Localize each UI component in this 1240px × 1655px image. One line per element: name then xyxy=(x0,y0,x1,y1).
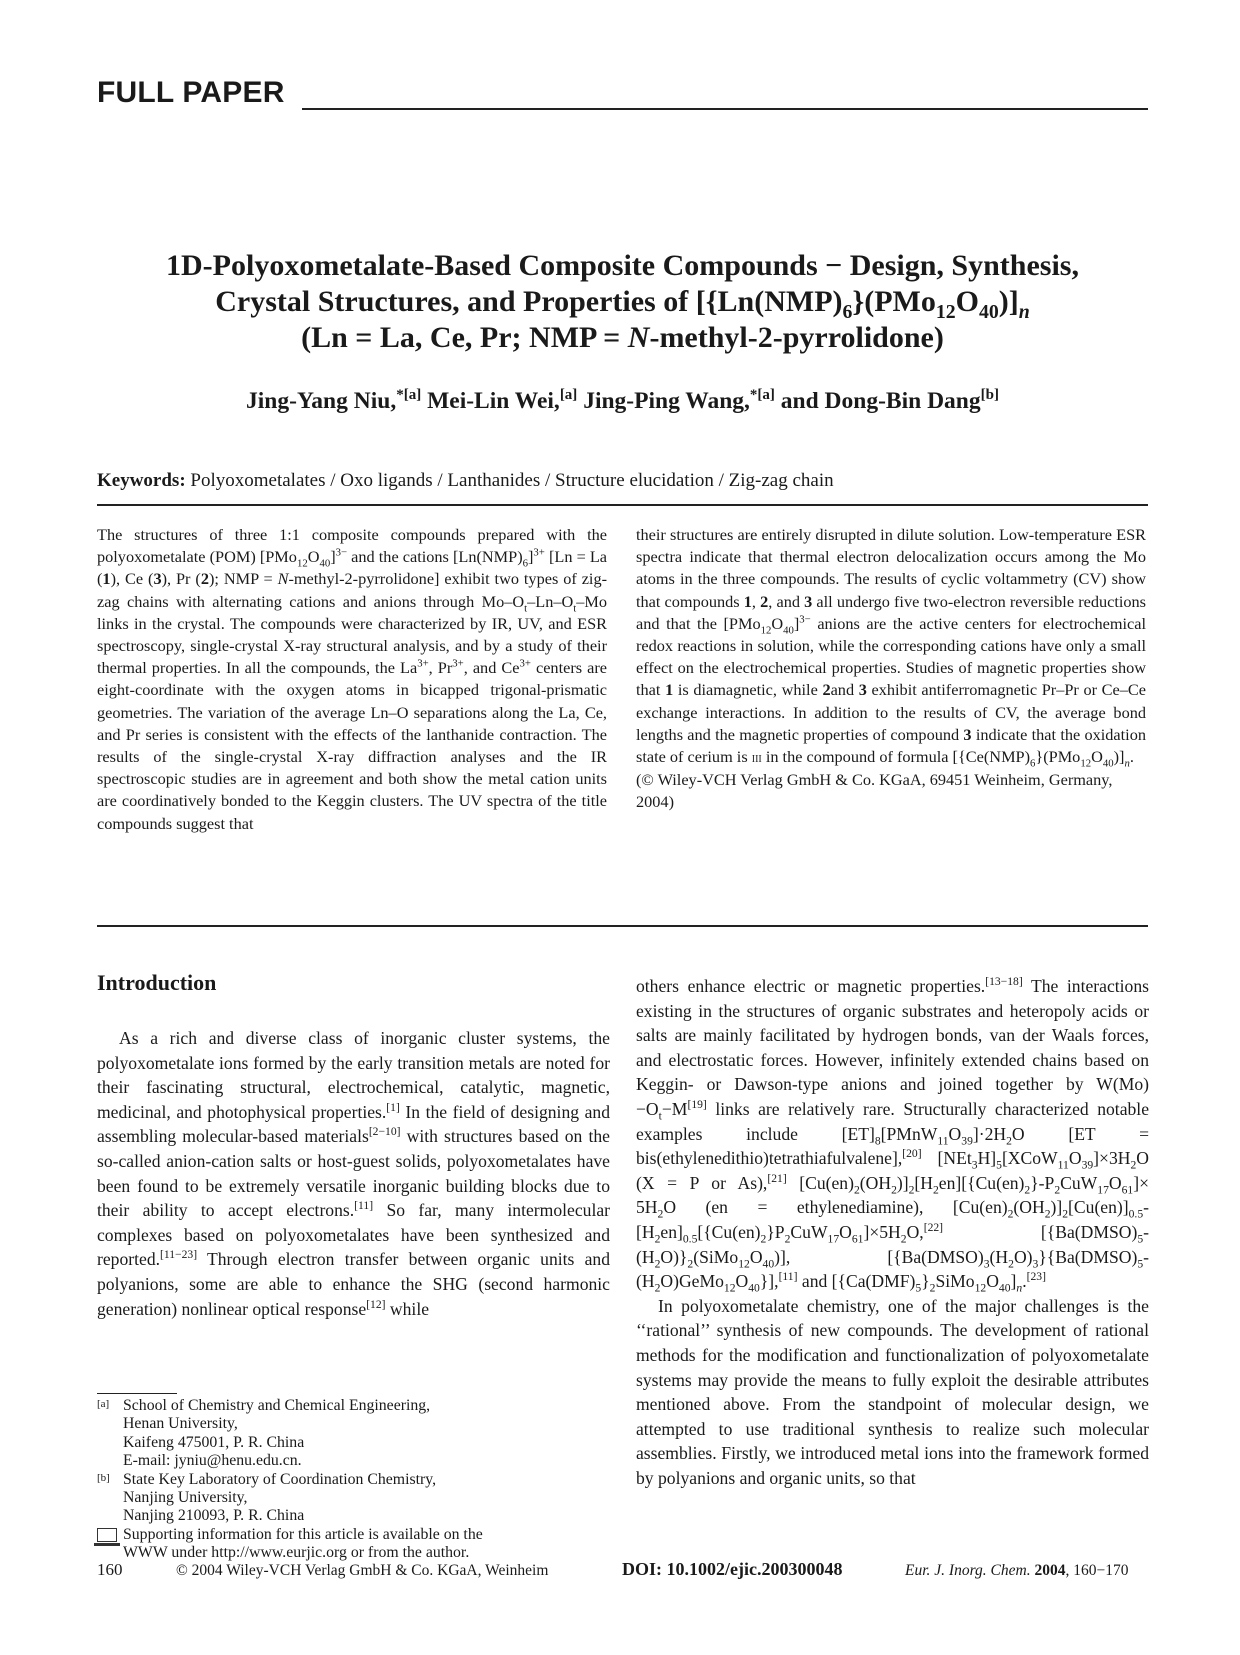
header-rule xyxy=(302,108,1148,110)
title-line-3: (Ln = La, Ce, Pr; NMP = N-methyl-2-pyrrolidone) xyxy=(301,321,944,354)
title-line-2: Crystal Structures, and Properties of $[\{Ln(NMP)_6\}(PMo_{12}O_{40})]_n$ xyxy=(215,285,1030,323)
author-list xyxy=(97,388,1148,415)
page-number: 160 xyxy=(97,1560,123,1579)
footnote-b-line: State Key Laboratory of Coordination Chemistry, xyxy=(123,1470,437,1488)
footnote-b xyxy=(97,1471,607,1526)
intro-paragraph-1: As a rich and diverse class of inorganic cluster systems, the polyoxometalate ions formed by the early transition metals are noted for their fascinating structural, electrochemical, catalytic, magnetic, medicinal, and photophysical properties.[1] In the field of designing and assembling molecular-based materials[2−10] with structures based on the so-called anion-cation salts or host-guest solids, polyoxometalates have been found to be extremely versatile inorganic building blocks due to their ability to accept electrons.[11] So far, many intermolecular complexes based on polyoxometalates have been synthesized and reported.[11−23] Through electron transfer between organic units and polyanions, some are able to enhance the SHG (second harmonic generation) nonlinear optical response[12] while xyxy=(97,1028,610,1319)
footer-copyright: © 2004 Wiley-VCH Verlag GmbH & Co. KGaA, Weinheim xyxy=(176,1562,549,1579)
intro-right-column xyxy=(636,974,1149,1490)
keywords-text: Polyoxometalates / Oxo ligands / Lanthanides / Structure elucidation / Zig-zag chain xyxy=(190,470,834,491)
footnote-a-email[interactable]: E-mail: jyniu@henu.edu.cn. xyxy=(123,1452,302,1470)
author-1: Jing-Yang Niu,$^{*[a]}$ xyxy=(246,387,422,414)
footnote-b-line: Nanjing 210093, P. R. China xyxy=(123,1507,305,1525)
supporting-info-link[interactable]: WWW under http://www.eurjic.org or from the author. xyxy=(123,1544,470,1562)
article-title xyxy=(97,248,1148,356)
title-line-1: 1D-Polyoxometalate-Based Composite Compounds − Design, Synthesis, xyxy=(166,249,1079,282)
computer-icon xyxy=(97,1528,117,1542)
footnote-a-mark: [a] xyxy=(97,1398,110,1410)
author-4: and Dong-Bin Dang[b] xyxy=(780,387,999,414)
abstract-top-rule xyxy=(97,504,1148,506)
abstract-right-column: their structures are entirely disrupted in dilute solution. Low-temperature ESR spectra indicate that thermal electron delocalization occurs among the Mo atoms in the three compounds. The results of cyclic voltammetry (CV) show that compounds 1, 2, and 3 all undergo five two-electron reversible reductions and that the $[PMo_{12}O_{40}]^{3-}$ anions are the active centers for electrochemical redox reactions in solution, while the corresponding cations have only a small effect on the electrochemical properties. Studies of magnetic properties show that 1 is diamagnetic, while 2and 3 exhibit antiferromagnetic Pr–Pr or Ce–Ce exchange interactions. In addition to the results of CV, the average bond lengths and the magnetic properties of compound 3 indicate that the oxidation state of cerium is iii in the compound of formula $[\{Ce(NMP)_6\}(PMo_{12}O_{40})]_n$. (© Wiley-VCH Verlag GmbH & Co. KGaA, 69451 Weinheim, Germany, 2004) xyxy=(636,524,1146,814)
footnote-b-line: Nanjing University, xyxy=(123,1489,248,1507)
introduction-heading: Introduction xyxy=(97,970,217,995)
footnote-rule xyxy=(97,1393,177,1394)
intro-left-column xyxy=(97,1026,610,1321)
journal-citation: Eur. J. Inorg. Chem. 2004, 160−170 xyxy=(905,1562,1129,1579)
footnote-b-mark: [b] xyxy=(97,1471,110,1484)
keywords xyxy=(97,470,834,492)
keywords-label: Keywords: xyxy=(97,470,186,491)
intro-paragraph-1-cont: others enhance electric or magnetic properties.[13−18] The interactions existing in the structures of organic substrates and heteropoly acids or salts are mainly facilitated by hydrogen bonds, van der Waals forces, and electrostatic forces. However, infinitely extended chains based on Keggin- or Dawson-type anions and joined together by $W(Mo)-O_t-M[19]$ links are relatively rare. Structurally characterized notable examples include $[ET]_8[PMnW_{11}O_{39}]\cdot 2H_2O$ [ET = bis(ethylenedithio)tetrathiafulvalene],[20] $[NEt_3H]_5[XCoW_{11}O_{39}]\times 3H_2O$ (X = P or As),[21] $[Cu(en)_2(OH_2)]_2[H_2en][\{Cu(en)_2\}-P_2CuW_{17}O_{61}]\times 5H_2O$ (en = ethylenediamine), $[Cu(en)_2(OH_2)]_2[Cu(en)]_{0.5}-[H_2en]_{0.5}[\{Cu(en)_2\}P_2CuW_{17}O_{61}]\times 5H_2O,[22]$ $[\{Ba(DMSO)_5-(H_2O)\}_2(SiMo_{12}O_{40})]$, $[\{Ba(DMSO)_3(H_2O)_3\}\{Ba(DMSO)_5-(H_2O)GeMo_{12}O_{40}\}],[11]$ and $[\{Ca(DMF)_5\}_2SiMo_{12}O_{40}]_n.[23]$ xyxy=(636,975,1149,1295)
supporting-info-line: Supporting information for this article is available on the xyxy=(123,1525,483,1543)
author-2: Mei-Lin Wei,[a] xyxy=(427,387,578,414)
abstract-copyright: (© Wiley-VCH Verlag GmbH & Co. KGaA, 69451 Weinheim, Germany, 2004) xyxy=(636,770,1113,812)
abstract-left-column: The structures of three 1:1 composite compounds prepared with the polyoxometalate (POM) $[PMo_{12}O_{40}]^{3-}$ and the cations $[Ln(NMP)_6]^{3+}$ [Ln = La (1), Ce (3), Pr (2); NMP = N-methyl-2-pyrrolidone] exhibit two types of zig-zag chains with alternating cations and anions through $Mo-O_t-Ln-O_t-Mo$ links in the crystal. The compounds were characterized by IR, UV, and ESR spectroscopy, single-crystal X-ray structural analysis, and by a study of their thermal properties. In all the compounds, the $La^{3+}$, $Pr^{3+}$, and $Ce^{3+}$ centers are eight-coordinate with the oxygen atoms in bicapped trigonal-prismatic geometries. The variation of the average Ln–O separations along the La, Ce, and Pr series is consistent with the effects of the lanthanide contraction. The results of the single-crystal X-ray diffraction analyses and the IR spectroscopic studies are in agreement and both show the metal cation units are coordinatively bonded to the Keggin clusters. The UV spectra of the title compounds suggest that xyxy=(97,525,608,833)
footnote-a-line: Henan University, xyxy=(123,1415,238,1433)
section-label: FULL PAPER xyxy=(97,76,285,109)
intro-paragraph-2: In polyoxometalate chemistry, one of the major challenges is the ‘‘rational’’ synthesis of new compounds. The development of rational methods for the modification and functionalization of polyoxometalate systems may provide the means to fully exploit the desirable attributes mentioned above. From the standpoint of molecular design, we attempted to use traditional synthesis to realize such molecular assemblies. Firstly, we introduced metal ions into the framework formed by polyanions and organic units, so that xyxy=(636,1295,1149,1488)
footnote-a xyxy=(97,1397,607,1471)
supporting-info-note xyxy=(97,1526,607,1563)
footnote-a-line: Kaifeng 475001, P. R. China xyxy=(123,1433,305,1451)
doi-link[interactable]: DOI: 10.1002/ejic.200300048 xyxy=(622,1559,843,1579)
footnote-a-line: School of Chemistry and Chemical Engineering, xyxy=(123,1397,431,1414)
affiliation-footnotes xyxy=(97,1397,607,1563)
author-3: Jing-Ping Wang,$^{*[a]}$ xyxy=(583,387,775,414)
abstract-bottom-rule xyxy=(97,925,1148,927)
